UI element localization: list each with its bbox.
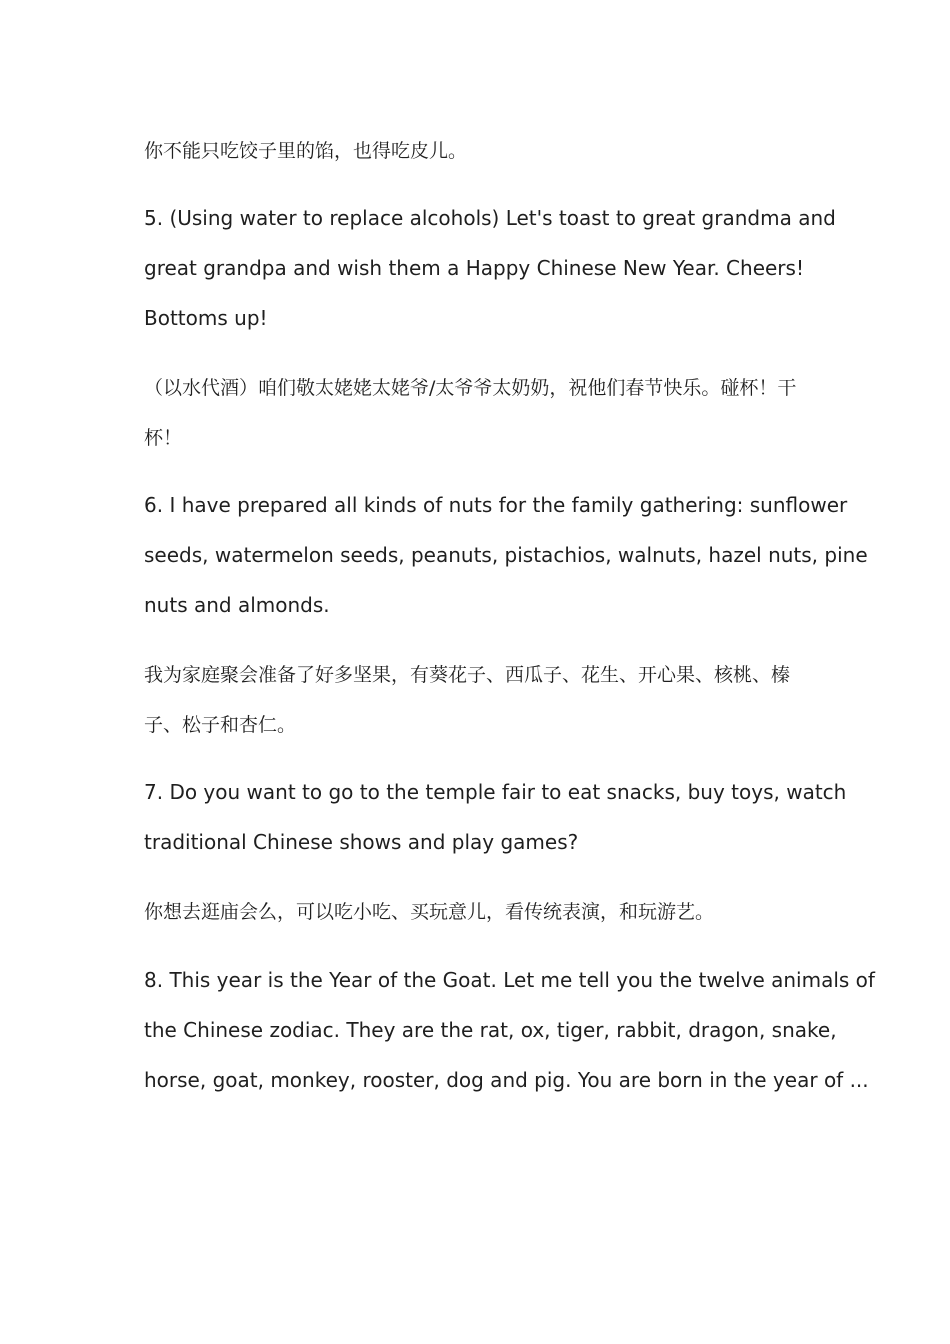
sentence-8-line-2: the Chinese zodiac. They are the rat, ox, tiger, rabbit, dragon, snake, — [144, 1018, 837, 1042]
sentence-6-line-2: seeds, watermelon seeds, peanuts, pistachios, walnuts, hazel nuts, pine — [144, 543, 868, 567]
translation-6-line-1: 我为家庭聚会准备了好多坚果，有葵花子、西瓜子、花生、开心果、核桃、榛 — [144, 664, 791, 686]
sentence-5-line-2: great grandpa and wish them a Happy Chinese New Year. Cheers! — [144, 256, 804, 280]
sentence-5-line-3: Bottoms up! — [144, 306, 268, 330]
translation-5-line-2: 杯！ — [144, 427, 183, 449]
sentence-7-line-2: traditional Chinese shows and play games? — [144, 830, 579, 854]
translation-7-line-1: 你想去逛庙会么，可以吃小吃、买玩意儿，看传统表演，和玩游艺。 — [144, 901, 715, 923]
translation-5-line-1: （以水代酒）咱们敬太姥姥太姥爷/太爷爷太奶奶，祝他们春节快乐。碰杯！干 — [144, 377, 797, 399]
sentence-6-line-1: 6. I have prepared all kinds of nuts for the family gathering: sunflower — [144, 493, 848, 517]
sentence-8-line-1: 8. This year is the Year of the Goat. Let me tell you the twelve animals of — [144, 968, 875, 992]
translation-line: 你不能只吃饺子里的馅，也得吃皮儿。 — [144, 140, 468, 162]
sentence-7-line-1: 7. Do you want to go to the temple fair to eat snacks, buy toys, watch — [144, 780, 847, 804]
sentence-8-line-3: horse, goat, monkey, rooster, dog and pig. You are born in the year of ... — [144, 1068, 869, 1092]
sentence-5-line-1: 5. (Using water to replace alcohols) Let's toast to great grandma and — [144, 206, 836, 230]
sentence-6-line-3: nuts and almonds. — [144, 593, 330, 617]
translation-6-line-2: 子、松子和杏仁。 — [144, 714, 297, 736]
